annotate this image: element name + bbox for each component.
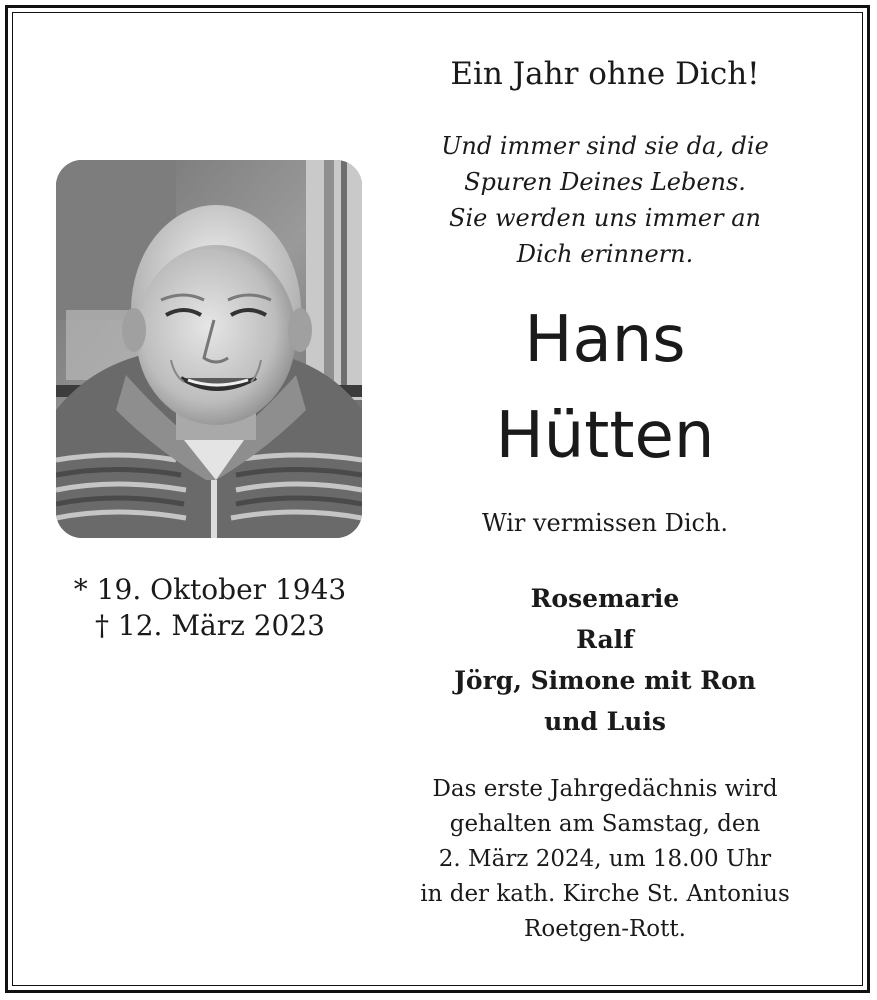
- memorial-line: 2. März 2024, um 18.00 Uhr: [438, 846, 772, 872]
- death-date: † 12. März 2023: [95, 609, 325, 642]
- poem-line: Dich erinnern.: [516, 240, 694, 268]
- deceased-name: [380, 292, 830, 484]
- headline: Ein Jahr ohne Dich!: [450, 56, 760, 92]
- memorial-line: gehalten am Samstag, den: [449, 811, 761, 837]
- memorial-line: Das erste Jahrgedächnis wird: [432, 776, 778, 802]
- poem-line: Und immer sind sie da, die: [441, 132, 769, 160]
- first-name: Hans: [524, 303, 686, 377]
- memorial-notice: [380, 772, 830, 947]
- life-dates: [40, 572, 380, 644]
- poem-line: Sie werden uns immer an: [449, 204, 761, 232]
- birth-date: * 19. Oktober 1943: [73, 573, 347, 606]
- poem: [380, 128, 830, 272]
- last-name: Hütten: [495, 399, 715, 473]
- family-member: Rosemarie: [530, 584, 680, 613]
- poem-line: Spuren Deines Lebens.: [464, 168, 746, 196]
- portrait-photo: [56, 160, 362, 538]
- family-list: [380, 578, 830, 742]
- memorial-line: Roetgen-Rott.: [524, 916, 686, 942]
- family-member: und Luis: [544, 707, 666, 736]
- family-member: Jörg, Simone mit Ron: [454, 666, 756, 695]
- memorial-line: in der kath. Kirche St. Antonius: [420, 881, 790, 907]
- message: Wir vermissen Dich.: [481, 509, 729, 537]
- family-member: Ralf: [576, 625, 634, 654]
